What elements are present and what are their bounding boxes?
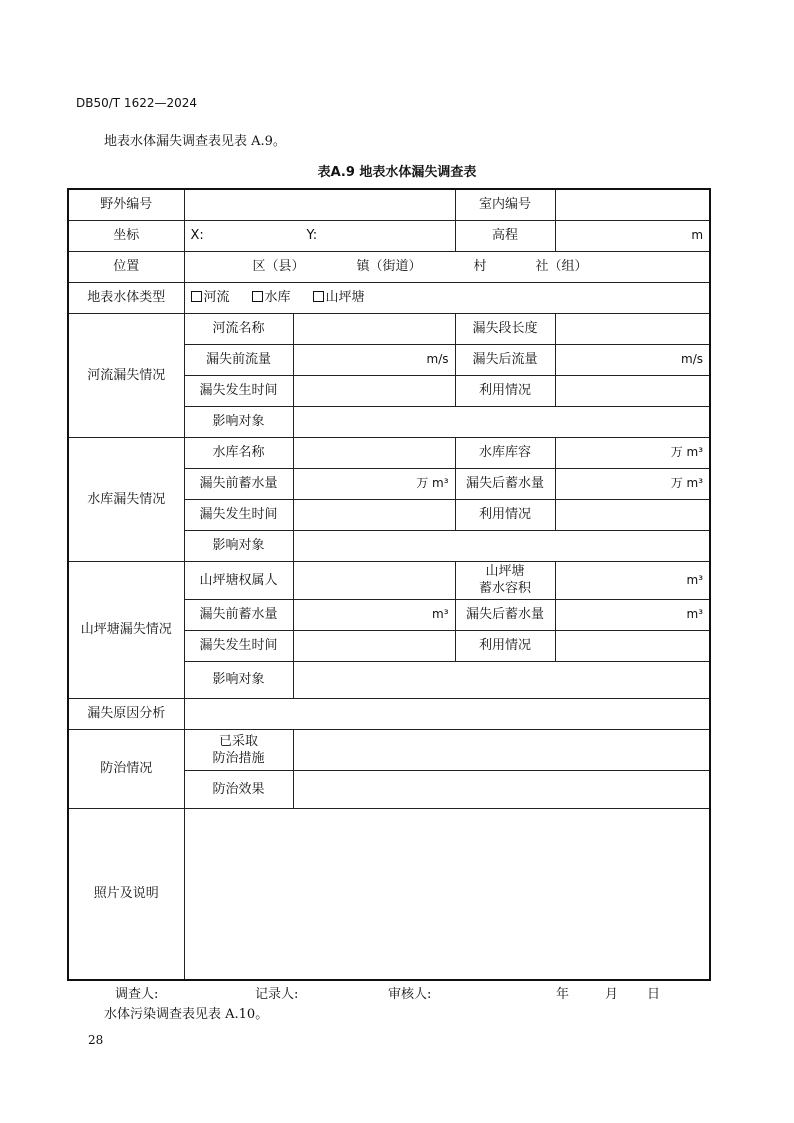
river-name-label: 河流名称 [184,313,293,344]
option-pond[interactable]: 山坪塘 [313,289,365,306]
reviewer-label: 审核人: [388,987,432,1002]
month-label: 月 [605,987,619,1002]
y-label: Y: [306,228,318,243]
river-time-label: 漏失发生时间 [184,375,293,406]
flow-after-label: 漏失后流量 [455,344,555,375]
measures-value[interactable] [293,729,710,770]
water-type-options [184,282,710,313]
loc-village: 村 [473,259,487,274]
coords-value[interactable] [184,220,455,251]
checkbox-icon[interactable] [313,291,324,302]
recorder-label: 记录人: [255,987,299,1002]
reservoir-affected-value[interactable] [293,530,710,561]
river-time-value[interactable] [293,375,455,406]
field-no-value[interactable] [184,189,455,220]
effect-value[interactable] [293,770,710,808]
pond-storage-after-label: 漏失后蓄水量 [455,599,555,630]
pond-affected-value[interactable] [293,661,710,698]
pond-owner-value[interactable] [293,561,455,599]
loc-community: 社（组） [535,259,588,274]
storage-after-label: 漏失后蓄水量 [455,468,555,499]
elevation-value[interactable]: m [555,220,710,251]
page-number: 28 [88,1033,104,1047]
year-label: 年 [556,987,570,1002]
river-affected-label: 影响对象 [184,406,293,437]
lab-no-value[interactable] [555,189,710,220]
document-code: DB50/T 1622—2024 [76,96,198,110]
leak-length-value[interactable] [555,313,710,344]
loc-district: 区（县） [252,259,305,274]
pond-storage-before-value[interactable]: m³ [293,599,455,630]
intro-text: 地表水体漏失调查表见表 A.9。 [104,134,286,149]
reservoir-usage-label: 利用情况 [455,499,555,530]
effect-label: 防治效果 [184,770,293,808]
reservoir-name-label: 水库名称 [184,437,293,468]
table-title: 表A.9 地表水体漏失调查表 [317,165,477,180]
photo-area[interactable] [184,808,710,980]
measures-label: 已采取 防治措施 [184,729,293,770]
pond-time-label: 漏失发生时间 [184,630,293,661]
pond-storage-after-value[interactable]: m³ [555,599,710,630]
river-affected-value[interactable] [293,406,710,437]
cause-value[interactable] [184,698,710,729]
storage-before-value[interactable]: 万 m³ [293,468,455,499]
option-reservoir[interactable]: 水库 [252,289,291,306]
pond-time-value[interactable] [293,630,455,661]
pond-usage-value[interactable] [555,630,710,661]
elevation-label: 高程 [455,220,555,251]
flow-before-value[interactable]: m/s [293,344,455,375]
pond-usage-label: 利用情况 [455,630,555,661]
flow-after-value[interactable]: m/s [555,344,710,375]
reservoir-section-label: 水库漏失情况 [68,437,184,561]
storage-before-label: 漏失前蓄水量 [184,468,293,499]
river-section-label: 河流漏失情况 [68,313,184,437]
pond-volume-label: 山坪塘 蓄水容积 [455,561,555,599]
reservoir-time-label: 漏失发生时间 [184,499,293,530]
river-usage-value[interactable] [555,375,710,406]
prevention-label: 防治情况 [68,729,184,808]
survey-table [67,188,711,981]
pond-affected-label: 影响对象 [184,661,293,698]
location-value[interactable] [184,251,710,282]
loc-town: 镇（街道） [356,259,422,274]
photo-label: 照片及说明 [68,808,184,980]
next-table-text: 水体污染调查表见表 A.10。 [104,1007,269,1022]
reservoir-capacity-value[interactable]: 万 m³ [555,437,710,468]
pond-volume-value[interactable]: m³ [555,561,710,599]
river-usage-label: 利用情况 [455,375,555,406]
reservoir-time-value[interactable] [293,499,455,530]
field-no-label: 野外编号 [68,189,184,220]
x-label: X: [190,228,204,243]
storage-after-value[interactable]: 万 m³ [555,468,710,499]
day-label: 日 [647,987,661,1002]
checkbox-icon[interactable] [191,291,202,302]
location-label: 位置 [68,251,184,282]
lab-no-label: 室内编号 [455,189,555,220]
flow-before-label: 漏失前流量 [184,344,293,375]
pond-storage-before-label: 漏失前蓄水量 [184,599,293,630]
river-name-value[interactable] [293,313,455,344]
checkbox-icon[interactable] [252,291,263,302]
reservoir-affected-label: 影响对象 [184,530,293,561]
leak-length-label: 漏失段长度 [455,313,555,344]
reservoir-usage-value[interactable] [555,499,710,530]
reservoir-name-value[interactable] [293,437,455,468]
cause-label: 漏失原因分析 [68,698,184,729]
investigator-label: 调查人: [115,987,159,1002]
water-type-label: 地表水体类型 [68,282,184,313]
pond-owner-label: 山坪塘权属人 [184,561,293,599]
pond-section-label: 山坪塘漏失情况 [68,561,184,698]
option-river[interactable]: 河流 [191,289,230,306]
coords-label: 坐标 [68,220,184,251]
reservoir-capacity-label: 水库库容 [455,437,555,468]
